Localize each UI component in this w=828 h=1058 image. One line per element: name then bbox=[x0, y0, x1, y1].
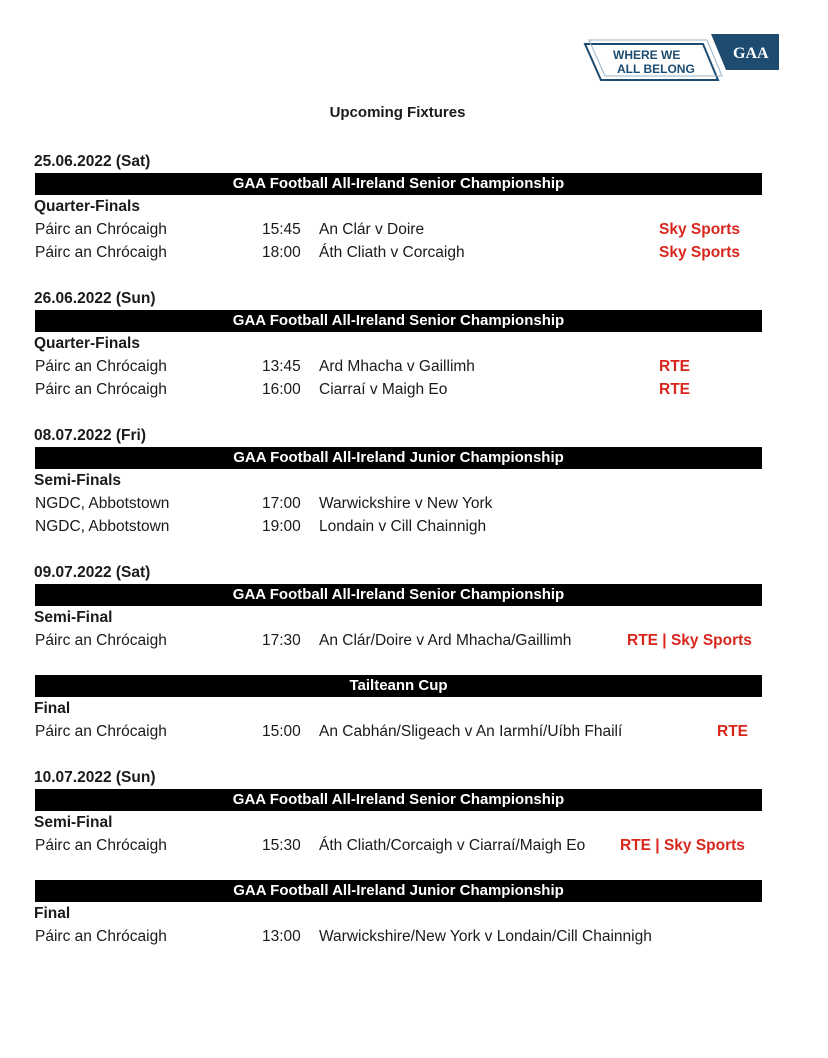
fixture-venue: Páirc an Chrócaigh bbox=[35, 837, 167, 854]
fixture-match: An Cabhán/Sligeach v An Iarmhí/Uíbh Fhailí bbox=[319, 723, 623, 740]
fixture-venue: Páirc an Chrócaigh bbox=[35, 358, 167, 375]
fixture-row bbox=[34, 629, 762, 652]
round-heading: Final bbox=[34, 905, 71, 922]
fixture-match: Warwickshire/New York v Londain/Cill Chainnigh bbox=[319, 928, 652, 945]
fixture-venue: Páirc an Chrócaigh bbox=[35, 221, 167, 238]
spacer bbox=[34, 401, 762, 424]
competition-bar: Tailteann Cup bbox=[35, 675, 762, 697]
fixture-match: Ard Mhacha v Gaillimh bbox=[319, 358, 475, 375]
fixtures-list bbox=[34, 150, 762, 948]
fixture-broadcaster: RTE | Sky Sports bbox=[620, 837, 745, 854]
round-heading: Quarter-Finals bbox=[34, 198, 140, 215]
date-heading: 25.06.2022 (Sat) bbox=[34, 153, 151, 170]
fixture-time: 13:00 bbox=[262, 928, 301, 945]
fixture-venue: Páirc an Chrócaigh bbox=[35, 244, 167, 261]
fixture-row bbox=[34, 218, 762, 241]
fixture-match: Áth Cliath v Corcaigh bbox=[319, 244, 465, 261]
fixture-broadcaster: RTE | Sky Sports bbox=[627, 632, 752, 649]
gaa-where-we-all-belong-logo bbox=[583, 34, 779, 82]
fixture-time: 19:00 bbox=[262, 518, 301, 535]
fixture-match: An Clár v Doire bbox=[319, 221, 425, 238]
date-heading: 09.07.2022 (Sat) bbox=[34, 564, 151, 581]
fixture-venue: NGDC, Abbotstown bbox=[35, 495, 170, 512]
fixture-time: 13:45 bbox=[262, 358, 301, 375]
spacer bbox=[34, 264, 762, 287]
date-heading: 10.07.2022 (Sun) bbox=[34, 769, 156, 786]
logo-line2: ALL BELONG bbox=[617, 62, 695, 76]
fixture-row bbox=[34, 515, 762, 538]
fixture-venue: Páirc an Chrócaigh bbox=[35, 723, 167, 740]
logo-brand: GAA bbox=[733, 45, 769, 62]
date-heading: 08.07.2022 (Fri) bbox=[34, 427, 147, 444]
fixture-venue: Páirc an Chrócaigh bbox=[35, 632, 167, 649]
spacer bbox=[34, 652, 762, 675]
fixture-time: 17:00 bbox=[262, 495, 301, 512]
fixture-venue: Páirc an Chrócaigh bbox=[35, 928, 167, 945]
spacer bbox=[34, 538, 762, 561]
fixture-row bbox=[34, 241, 762, 264]
competition-bar: GAA Football All-Ireland Senior Championship bbox=[35, 584, 762, 606]
competition-bar: GAA Football All-Ireland Senior Championship bbox=[35, 789, 762, 811]
spacer bbox=[34, 857, 762, 880]
fixture-time: 15:45 bbox=[262, 221, 301, 238]
round-heading: Semi-Final bbox=[34, 609, 113, 626]
fixture-row bbox=[34, 834, 762, 857]
fixture-row bbox=[34, 492, 762, 515]
logo-line1: WHERE WE bbox=[613, 48, 681, 62]
fixture-venue: NGDC, Abbotstown bbox=[35, 518, 170, 535]
fixture-time: 17:30 bbox=[262, 632, 301, 649]
round-heading: Final bbox=[34, 700, 71, 717]
competition-bar: GAA Football All-Ireland Senior Championship bbox=[35, 173, 762, 195]
fixture-row bbox=[34, 378, 762, 401]
fixture-match: Ciarraí v Maigh Eo bbox=[319, 381, 448, 398]
round-heading: Semi-Final bbox=[34, 814, 113, 831]
fixture-row bbox=[34, 720, 762, 743]
fixture-row bbox=[34, 355, 762, 378]
fixture-broadcaster: RTE bbox=[659, 381, 690, 398]
fixture-time: 15:00 bbox=[262, 723, 301, 740]
round-heading: Semi-Finals bbox=[34, 472, 121, 489]
fixture-broadcaster: RTE bbox=[717, 723, 748, 740]
fixture-broadcaster: Sky Sports bbox=[659, 221, 740, 238]
fixture-broadcaster: RTE bbox=[659, 358, 690, 375]
competition-bar: GAA Football All-Ireland Junior Championship bbox=[35, 880, 762, 902]
fixture-row bbox=[34, 925, 762, 948]
fixture-match: Warwickshire v New York bbox=[319, 495, 493, 512]
fixture-time: 15:30 bbox=[262, 837, 301, 854]
round-heading: Quarter-Finals bbox=[34, 335, 140, 352]
fixture-broadcaster: Sky Sports bbox=[659, 244, 740, 261]
fixture-time: 18:00 bbox=[262, 244, 301, 261]
page-title: Upcoming Fixtures bbox=[329, 104, 466, 121]
fixture-time: 16:00 bbox=[262, 381, 301, 398]
competition-bar: GAA Football All-Ireland Junior Championship bbox=[35, 447, 762, 469]
spacer bbox=[34, 743, 762, 766]
fixture-match: Áth Cliath/Corcaigh v Ciarraí/Maigh Eo bbox=[319, 837, 586, 854]
competition-bar: GAA Football All-Ireland Senior Championship bbox=[35, 310, 762, 332]
fixture-match: Londain v Cill Chainnigh bbox=[319, 518, 487, 535]
fixture-venue: Páirc an Chrócaigh bbox=[35, 381, 167, 398]
fixture-match: An Clár/Doire v Ard Mhacha/Gaillimh bbox=[319, 632, 572, 649]
date-heading: 26.06.2022 (Sun) bbox=[34, 290, 156, 307]
